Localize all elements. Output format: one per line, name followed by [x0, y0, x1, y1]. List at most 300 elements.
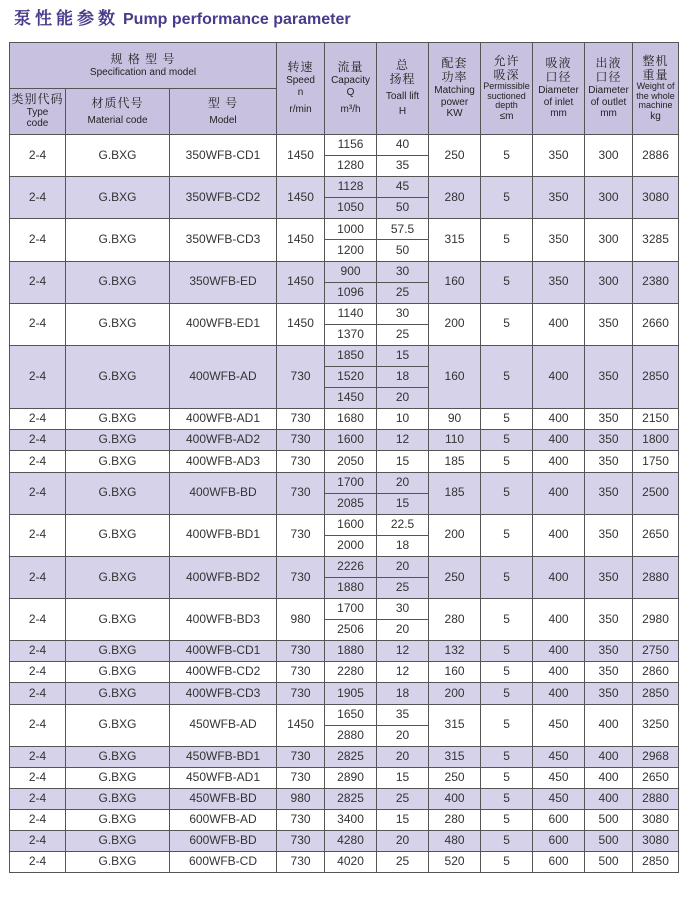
- header-weight: 整机 重量 Weight of the whole machine kg: [633, 43, 679, 135]
- type-cell: 2-4: [10, 409, 66, 430]
- inlet-diameter-cell: 400: [533, 430, 585, 451]
- capacity-cell: 2825: [325, 788, 377, 809]
- speed-cell: 730: [277, 746, 325, 767]
- outlet-diameter-cell: 350: [585, 641, 633, 662]
- type-cell: 2-4: [10, 704, 66, 746]
- weight-cell: 2380: [633, 261, 679, 303]
- model-cell: 400WFB-BD1: [170, 514, 277, 556]
- suction-depth-cell: 5: [481, 472, 533, 514]
- suction-depth-cell: 5: [481, 662, 533, 683]
- speed-cell: 730: [277, 852, 325, 873]
- lift-cell: 20: [377, 746, 429, 767]
- material-code-cell: G.BXG: [66, 303, 170, 345]
- lift-cell: 35: [377, 156, 429, 177]
- outlet-diameter-cell: 350: [585, 451, 633, 472]
- table-row: [10, 810, 679, 831]
- outlet-diameter-cell: 300: [585, 177, 633, 219]
- power-cell: 315: [429, 219, 481, 261]
- inlet-diameter-cell: 600: [533, 852, 585, 873]
- lift-cell: 12: [377, 641, 429, 662]
- type-cell: 2-4: [10, 219, 66, 261]
- power-cell: 250: [429, 135, 481, 177]
- type-cell: 2-4: [10, 451, 66, 472]
- type-cell: 2-4: [10, 556, 66, 598]
- model-cell: 600WFB-BD: [170, 831, 277, 852]
- outlet-diameter-cell: 400: [585, 767, 633, 788]
- table-row: [10, 599, 679, 620]
- header-type: 类别代码 Type code: [10, 89, 66, 135]
- inlet-diameter-cell: 350: [533, 219, 585, 261]
- material-code-cell: G.BXG: [66, 430, 170, 451]
- suction-depth-cell: 5: [481, 219, 533, 261]
- table-row: [10, 662, 679, 683]
- lift-cell: 30: [377, 303, 429, 324]
- weight-cell: 3080: [633, 177, 679, 219]
- power-cell: 250: [429, 767, 481, 788]
- table-row: [10, 219, 679, 240]
- model-cell: 350WFB-CD3: [170, 219, 277, 261]
- model-cell: 400WFB-AD3: [170, 451, 277, 472]
- type-cell: 2-4: [10, 662, 66, 683]
- power-cell: 200: [429, 683, 481, 704]
- type-cell: 2-4: [10, 514, 66, 556]
- capacity-cell: 2280: [325, 662, 377, 683]
- lift-cell: 12: [377, 430, 429, 451]
- header-suction: 允许 吸深 Permissible suctioned depth ≤m: [481, 43, 533, 135]
- type-cell: 2-4: [10, 641, 66, 662]
- page-title-en: Pump performance parameter: [123, 11, 351, 28]
- capacity-cell: 1600: [325, 430, 377, 451]
- header-model: 型 号 Model: [170, 89, 277, 135]
- material-code-cell: G.BXG: [66, 746, 170, 767]
- type-cell: 2-4: [10, 472, 66, 514]
- material-code-cell: G.BXG: [66, 662, 170, 683]
- suction-depth-cell: 5: [481, 746, 533, 767]
- lift-cell: 20: [377, 620, 429, 641]
- material-code-cell: G.BXG: [66, 788, 170, 809]
- inlet-diameter-cell: 600: [533, 810, 585, 831]
- capacity-cell: 1140: [325, 303, 377, 324]
- page-title: [14, 6, 351, 32]
- capacity-cell: 1700: [325, 472, 377, 493]
- lift-cell: 20: [377, 556, 429, 577]
- weight-cell: 2650: [633, 514, 679, 556]
- lift-cell: 20: [377, 831, 429, 852]
- model-cell: 450WFB-BD1: [170, 746, 277, 767]
- capacity-cell: 1000: [325, 219, 377, 240]
- capacity-cell: 1128: [325, 177, 377, 198]
- capacity-cell: 2226: [325, 556, 377, 577]
- inlet-diameter-cell: 450: [533, 767, 585, 788]
- model-cell: 400WFB-AD1: [170, 409, 277, 430]
- table-row: [10, 556, 679, 577]
- table-header: [10, 43, 679, 135]
- outlet-diameter-cell: 350: [585, 556, 633, 598]
- power-cell: 250: [429, 556, 481, 598]
- capacity-cell: 2506: [325, 620, 377, 641]
- lift-cell: 30: [377, 599, 429, 620]
- material-code-cell: G.BXG: [66, 683, 170, 704]
- capacity-cell: 2085: [325, 493, 377, 514]
- inlet-diameter-cell: 450: [533, 704, 585, 746]
- model-cell: 350WFB-ED: [170, 261, 277, 303]
- capacity-cell: 1156: [325, 135, 377, 156]
- table-row: [10, 409, 679, 430]
- lift-cell: 45: [377, 177, 429, 198]
- suction-depth-cell: 5: [481, 261, 533, 303]
- material-code-cell: G.BXG: [66, 219, 170, 261]
- power-cell: 280: [429, 599, 481, 641]
- power-cell: 280: [429, 177, 481, 219]
- speed-cell: 730: [277, 430, 325, 451]
- header-inlet: 吸液 口径 Diameter of inlet mm: [533, 43, 585, 135]
- weight-cell: 2150: [633, 409, 679, 430]
- lift-cell: 18: [377, 367, 429, 388]
- model-cell: 600WFB-CD: [170, 852, 277, 873]
- type-cell: 2-4: [10, 683, 66, 704]
- power-cell: 520: [429, 852, 481, 873]
- material-code-cell: G.BXG: [66, 177, 170, 219]
- lift-cell: 40: [377, 135, 429, 156]
- lift-cell: 15: [377, 810, 429, 831]
- weight-cell: 2750: [633, 641, 679, 662]
- weight-cell: 2850: [633, 852, 679, 873]
- lift-cell: 25: [377, 577, 429, 598]
- capacity-cell: 1700: [325, 599, 377, 620]
- suction-depth-cell: 5: [481, 556, 533, 598]
- suction-depth-cell: 5: [481, 810, 533, 831]
- suction-depth-cell: 5: [481, 704, 533, 746]
- weight-cell: 3080: [633, 831, 679, 852]
- inlet-diameter-cell: 400: [533, 556, 585, 598]
- capacity-cell: 1200: [325, 240, 377, 261]
- capacity-cell: 2890: [325, 767, 377, 788]
- power-cell: 315: [429, 746, 481, 767]
- type-cell: 2-4: [10, 345, 66, 408]
- model-cell: 450WFB-AD1: [170, 767, 277, 788]
- suction-depth-cell: 5: [481, 303, 533, 345]
- material-code-cell: G.BXG: [66, 556, 170, 598]
- speed-cell: 1450: [277, 135, 325, 177]
- model-cell: 400WFB-CD2: [170, 662, 277, 683]
- speed-cell: 1450: [277, 261, 325, 303]
- material-code-cell: G.BXG: [66, 767, 170, 788]
- type-cell: 2-4: [10, 303, 66, 345]
- speed-cell: 730: [277, 767, 325, 788]
- inlet-diameter-cell: 400: [533, 641, 585, 662]
- type-cell: 2-4: [10, 261, 66, 303]
- suction-depth-cell: 5: [481, 177, 533, 219]
- lift-cell: 25: [377, 282, 429, 303]
- outlet-diameter-cell: 500: [585, 831, 633, 852]
- weight-cell: 2968: [633, 746, 679, 767]
- speed-cell: 1450: [277, 303, 325, 345]
- model-cell: 400WFB-BD3: [170, 599, 277, 641]
- capacity-cell: 1880: [325, 577, 377, 598]
- material-code-cell: G.BXG: [66, 409, 170, 430]
- material-code-cell: G.BXG: [66, 472, 170, 514]
- model-cell: 400WFB-BD2: [170, 556, 277, 598]
- outlet-diameter-cell: 400: [585, 788, 633, 809]
- speed-cell: 730: [277, 472, 325, 514]
- capacity-cell: 1050: [325, 198, 377, 219]
- capacity-cell: 2000: [325, 535, 377, 556]
- lift-cell: 25: [377, 852, 429, 873]
- weight-cell: 2880: [633, 788, 679, 809]
- type-cell: 2-4: [10, 135, 66, 177]
- table-row: [10, 852, 679, 873]
- outlet-diameter-cell: 300: [585, 219, 633, 261]
- weight-cell: 2880: [633, 556, 679, 598]
- capacity-cell: 1650: [325, 704, 377, 725]
- header-spec: [10, 43, 277, 89]
- header-material: 材质代号 Material code: [66, 89, 170, 135]
- inlet-diameter-cell: 350: [533, 177, 585, 219]
- suction-depth-cell: 5: [481, 788, 533, 809]
- inlet-diameter-cell: 400: [533, 451, 585, 472]
- header-spec-en: Specification and model: [89, 66, 197, 78]
- power-cell: 200: [429, 303, 481, 345]
- model-cell: 400WFB-CD3: [170, 683, 277, 704]
- capacity-cell: 1520: [325, 367, 377, 388]
- inlet-diameter-cell: 400: [533, 345, 585, 408]
- lift-cell: 30: [377, 261, 429, 282]
- inlet-diameter-cell: 450: [533, 788, 585, 809]
- capacity-cell: 1680: [325, 409, 377, 430]
- table-row: [10, 261, 679, 282]
- inlet-diameter-cell: 400: [533, 662, 585, 683]
- table-row: [10, 514, 679, 535]
- model-cell: 400WFB-BD: [170, 472, 277, 514]
- suction-depth-cell: 5: [481, 514, 533, 556]
- inlet-diameter-cell: 400: [533, 303, 585, 345]
- capacity-cell: 2050: [325, 451, 377, 472]
- material-code-cell: G.BXG: [66, 451, 170, 472]
- outlet-diameter-cell: 400: [585, 704, 633, 746]
- suction-depth-cell: 5: [481, 852, 533, 873]
- inlet-diameter-cell: 600: [533, 831, 585, 852]
- table-row: [10, 430, 679, 451]
- lift-cell: 25: [377, 788, 429, 809]
- header-capacity: 流量 Capacity Q m³/h: [325, 43, 377, 135]
- power-cell: 132: [429, 641, 481, 662]
- table-row: [10, 746, 679, 767]
- weight-cell: 2850: [633, 683, 679, 704]
- power-cell: 160: [429, 345, 481, 408]
- power-cell: 200: [429, 514, 481, 556]
- lift-cell: 50: [377, 240, 429, 261]
- speed-cell: 980: [277, 788, 325, 809]
- outlet-diameter-cell: 500: [585, 852, 633, 873]
- suction-depth-cell: 5: [481, 345, 533, 408]
- suction-depth-cell: 5: [481, 451, 533, 472]
- type-cell: 2-4: [10, 810, 66, 831]
- capacity-cell: 1905: [325, 683, 377, 704]
- type-cell: 2-4: [10, 831, 66, 852]
- suction-depth-cell: 5: [481, 409, 533, 430]
- outlet-diameter-cell: 350: [585, 303, 633, 345]
- header-speed: 转速 Speed n r/min: [277, 43, 325, 135]
- lift-cell: 57.5: [377, 219, 429, 240]
- table-body: [10, 135, 679, 873]
- speed-cell: 730: [277, 641, 325, 662]
- suction-depth-cell: 5: [481, 430, 533, 451]
- material-code-cell: G.BXG: [66, 810, 170, 831]
- inlet-diameter-cell: 400: [533, 599, 585, 641]
- page-title-zh: 泵性能参数: [14, 9, 119, 28]
- material-code-cell: G.BXG: [66, 514, 170, 556]
- model-cell: 600WFB-AD: [170, 810, 277, 831]
- material-code-cell: G.BXG: [66, 261, 170, 303]
- type-cell: 2-4: [10, 746, 66, 767]
- weight-cell: 2860: [633, 662, 679, 683]
- material-code-cell: G.BXG: [66, 135, 170, 177]
- power-cell: 160: [429, 662, 481, 683]
- inlet-diameter-cell: 400: [533, 514, 585, 556]
- model-cell: 400WFB-ED1: [170, 303, 277, 345]
- table-row: [10, 451, 679, 472]
- speed-cell: 1450: [277, 704, 325, 746]
- table-row: [10, 345, 679, 366]
- lift-cell: 20: [377, 725, 429, 746]
- suction-depth-cell: 5: [481, 599, 533, 641]
- outlet-diameter-cell: 350: [585, 345, 633, 408]
- capacity-cell: 900: [325, 261, 377, 282]
- inlet-diameter-cell: 400: [533, 472, 585, 514]
- capacity-cell: 1096: [325, 282, 377, 303]
- lift-cell: 25: [377, 324, 429, 345]
- table-row: [10, 683, 679, 704]
- inlet-diameter-cell: 400: [533, 683, 585, 704]
- capacity-cell: 2880: [325, 725, 377, 746]
- capacity-cell: 4280: [325, 831, 377, 852]
- weight-cell: 2850: [633, 345, 679, 408]
- table-row: [10, 704, 679, 725]
- table-row: [10, 135, 679, 156]
- table-row: [10, 767, 679, 788]
- suction-depth-cell: 5: [481, 831, 533, 852]
- lift-cell: 20: [377, 472, 429, 493]
- material-code-cell: G.BXG: [66, 852, 170, 873]
- weight-cell: 1800: [633, 430, 679, 451]
- capacity-cell: 2825: [325, 746, 377, 767]
- power-cell: 185: [429, 472, 481, 514]
- speed-cell: 730: [277, 514, 325, 556]
- inlet-diameter-cell: 350: [533, 135, 585, 177]
- inlet-diameter-cell: 450: [533, 746, 585, 767]
- speed-cell: 730: [277, 831, 325, 852]
- outlet-diameter-cell: 350: [585, 514, 633, 556]
- lift-cell: 12: [377, 662, 429, 683]
- type-cell: 2-4: [10, 430, 66, 451]
- table-row: [10, 641, 679, 662]
- header-spec-zh: 规 格 型 号: [110, 51, 176, 66]
- suction-depth-cell: 5: [481, 135, 533, 177]
- weight-cell: 2660: [633, 303, 679, 345]
- type-cell: 2-4: [10, 599, 66, 641]
- lift-cell: 18: [377, 535, 429, 556]
- table-row: [10, 303, 679, 324]
- table-row: [10, 831, 679, 852]
- suction-depth-cell: 5: [481, 641, 533, 662]
- capacity-cell: 1600: [325, 514, 377, 535]
- weight-cell: 2500: [633, 472, 679, 514]
- outlet-diameter-cell: 300: [585, 261, 633, 303]
- capacity-cell: 4020: [325, 852, 377, 873]
- speed-cell: 1450: [277, 219, 325, 261]
- header-power: 配套 功率 Matching power KW: [429, 43, 481, 135]
- type-cell: 2-4: [10, 177, 66, 219]
- type-cell: 2-4: [10, 852, 66, 873]
- outlet-diameter-cell: 500: [585, 810, 633, 831]
- speed-cell: 730: [277, 409, 325, 430]
- pump-performance-table: [9, 42, 679, 873]
- capacity-cell: 1850: [325, 345, 377, 366]
- header-outlet: 出液 口径 Diameter of outlet mm: [585, 43, 633, 135]
- outlet-diameter-cell: 350: [585, 409, 633, 430]
- lift-cell: 22.5: [377, 514, 429, 535]
- power-cell: 110: [429, 430, 481, 451]
- material-code-cell: G.BXG: [66, 831, 170, 852]
- power-cell: 185: [429, 451, 481, 472]
- power-cell: 160: [429, 261, 481, 303]
- capacity-cell: 1450: [325, 388, 377, 409]
- model-cell: 400WFB-AD2: [170, 430, 277, 451]
- speed-cell: 730: [277, 810, 325, 831]
- lift-cell: 20: [377, 388, 429, 409]
- lift-cell: 15: [377, 451, 429, 472]
- model-cell: 350WFB-CD1: [170, 135, 277, 177]
- power-cell: 480: [429, 831, 481, 852]
- speed-cell: 1450: [277, 177, 325, 219]
- power-cell: 315: [429, 704, 481, 746]
- table-row: [10, 788, 679, 809]
- weight-cell: 2886: [633, 135, 679, 177]
- lift-cell: 35: [377, 704, 429, 725]
- capacity-cell: 3400: [325, 810, 377, 831]
- type-cell: 2-4: [10, 767, 66, 788]
- outlet-diameter-cell: 350: [585, 430, 633, 451]
- suction-depth-cell: 5: [481, 683, 533, 704]
- table-row: [10, 177, 679, 198]
- model-cell: 350WFB-CD2: [170, 177, 277, 219]
- speed-cell: 730: [277, 683, 325, 704]
- power-cell: 90: [429, 409, 481, 430]
- outlet-diameter-cell: 300: [585, 135, 633, 177]
- capacity-cell: 1280: [325, 156, 377, 177]
- outlet-diameter-cell: 350: [585, 599, 633, 641]
- weight-cell: 3080: [633, 810, 679, 831]
- speed-cell: 730: [277, 345, 325, 408]
- speed-cell: 730: [277, 451, 325, 472]
- model-cell: 400WFB-AD: [170, 345, 277, 408]
- material-code-cell: G.BXG: [66, 599, 170, 641]
- speed-cell: 730: [277, 556, 325, 598]
- lift-cell: 18: [377, 683, 429, 704]
- weight-cell: 3250: [633, 704, 679, 746]
- header-lift: 总 扬程 Toall lift H: [377, 43, 429, 135]
- lift-cell: 15: [377, 493, 429, 514]
- model-cell: 450WFB-AD: [170, 704, 277, 746]
- lift-cell: 15: [377, 767, 429, 788]
- suction-depth-cell: 5: [481, 767, 533, 788]
- weight-cell: 1750: [633, 451, 679, 472]
- weight-cell: 3285: [633, 219, 679, 261]
- speed-cell: 730: [277, 662, 325, 683]
- weight-cell: 2980: [633, 599, 679, 641]
- lift-cell: 50: [377, 198, 429, 219]
- inlet-diameter-cell: 400: [533, 409, 585, 430]
